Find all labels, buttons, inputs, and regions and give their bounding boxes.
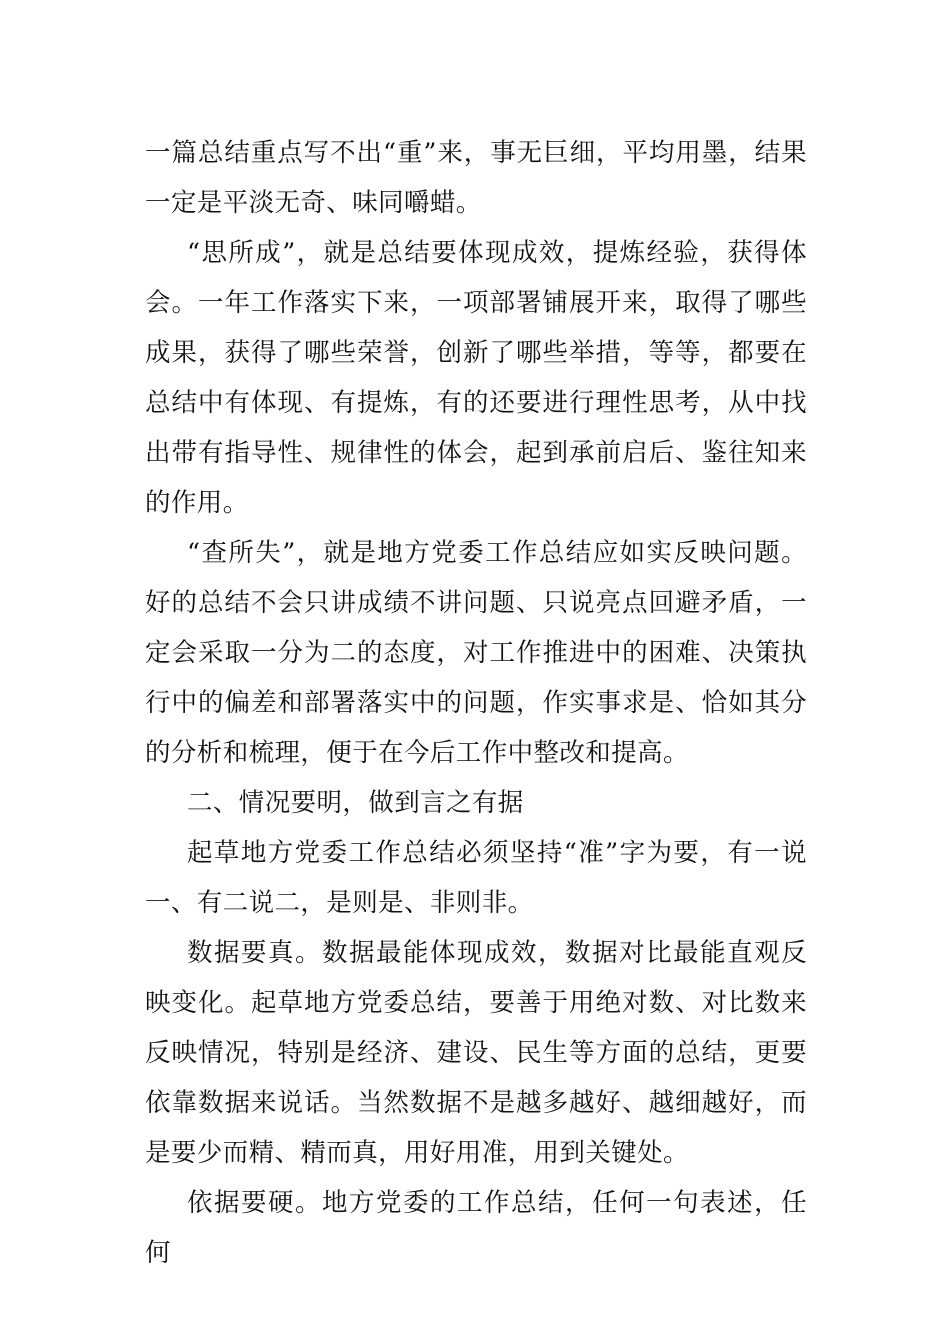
paragraph-cha-suo-shi: “查所失”，就是地方党委工作总结应如实反映问题。好的总结不会只讲成绩不讲问题、只说亮点回避矛盾，一定会采取一分为二的态度，对工作推进中的困难、决策执行中的偏差和部署落实中的问题，作实事求是、恰如其分的分析和梳理，便于在今后工作中整改和提高。 [145,538,807,768]
paragraph-si-suo-cheng: “思所成”，就是总结要体现成效，提炼经验，获得体会。一年工作落实下来，一项部署铺展开来，取得了哪些成果，获得了哪些荣誉，创新了哪些举措，等等，都要在总结中有体现、有提炼，有的还要进行理性思考，从中找出带有指导性、规律性的体会，起到承前启后、鉴往知来的作用。 [145,238,807,518]
paragraph-zhun-principle: 起草地方党委工作总结必须坚持“准”字为要，有一说一、有二说二，是则是、非则非。 [145,838,807,918]
paragraph-data-accuracy: 数据要真。数据最能体现成效，数据对比最能直观反映变化。起草地方党委总结，要善于用绝对数、对比数来反映情况，特别是经济、建设、民生等方面的总结，更要依靠数据来说话。当然数据不是越多越好、越细越好，而是要少而精、精而真，用好用准，用到关键处。 [145,938,807,1168]
document-body [145,128,807,1278]
section-heading: 二、情况要明，做到言之有据 [187,788,524,818]
paragraph-evidence: 依据要硬。地方党委的工作总结，任何一句表述，任何 [145,1188,807,1268]
paragraph-continuation: 一篇总结重点写不出“重”来，事无巨细，平均用墨，结果一定是平淡无奇、味同嚼蜡。 [145,138,807,218]
